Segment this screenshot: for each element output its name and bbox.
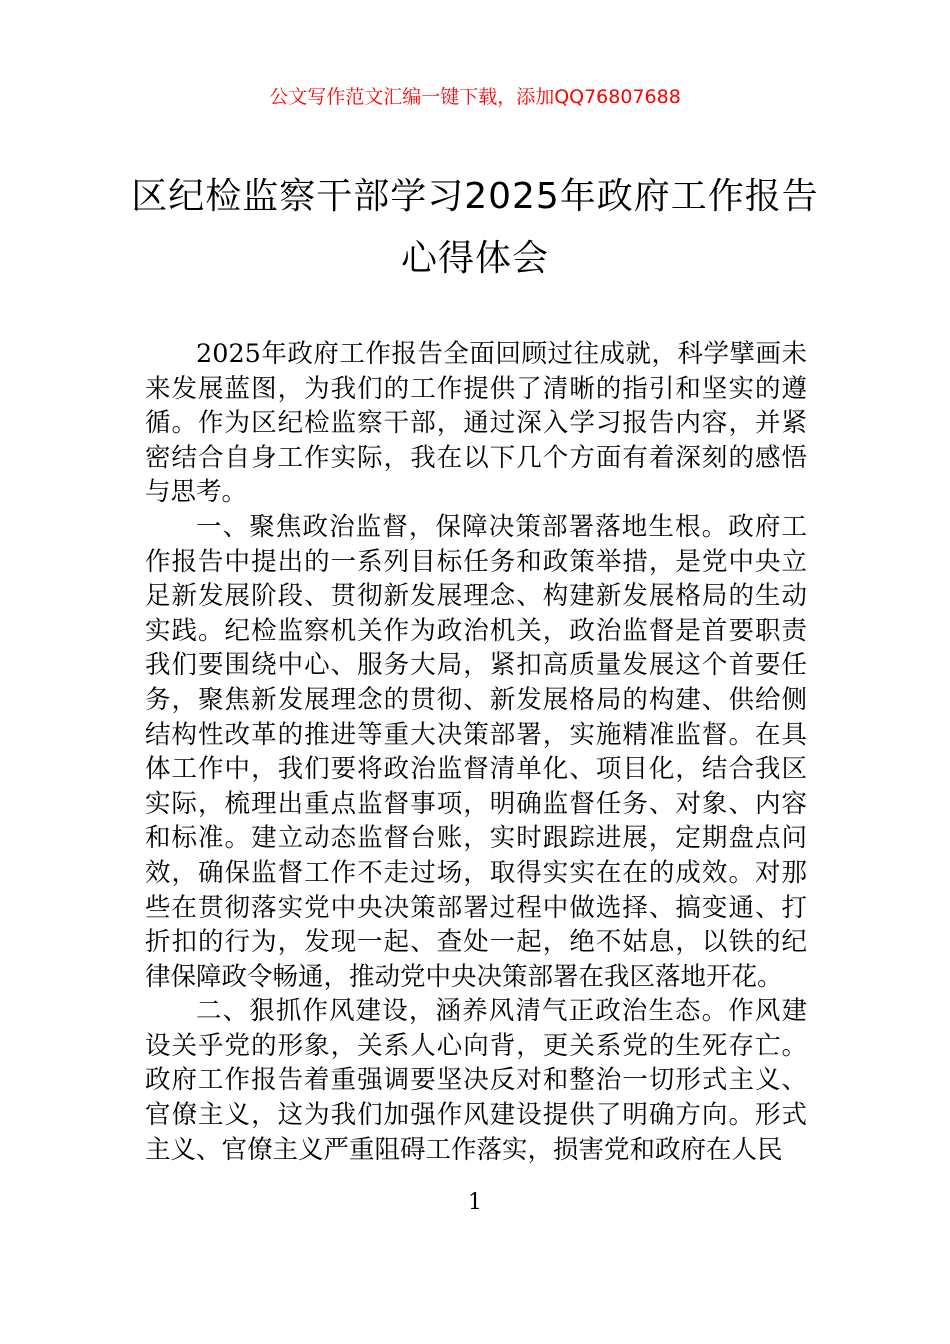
paragraph-section-1: 一、聚焦政治监督，保障决策部署落地生根。政府工作报告中提出的一系列目标任务和政策举措，是党中央立足新发展阶段、贯彻新发展理念、构建新发展格局的生动实践。纪检监察机关作为政治机关，政治监督是首要职责我们要围绕中心、服务大局，紧扣高质量发展这个首要任务，聚焦新发展理念的贯彻、新发展格局的构建、供给侧结构性改革的推进等重大决策部署，实施精准监督。在具体工作中，我们要将政治监督清单化、项目化，结合我区实际，梳理出重点监督事项，明确监督任务、对象、内容和标准。建立动态监督台账，实时跟踪进展，定期盘点问效，确保监督工作不走过场，取得实实在在的成效。对那些在贯彻落实党中央决策部署过程中做选择、搞变通、打折扣的行为，发现一起、查处一起，绝不姑息，以铁的纪律保障政令畅通，推动党中央决策部署在我区落地开花。 — [145, 511, 807, 992]
document-title — [100, 166, 850, 290]
page-number: 1 — [468, 1190, 482, 1215]
title-line-1: 区纪检监察干部学习2025年政府工作报告 — [131, 176, 819, 217]
title-line-2: 心得体会 — [400, 238, 549, 279]
document-body — [145, 337, 807, 1167]
paragraph-section-2: 二、狠抓作风建设，涵养风清气正政治生态。作风建设关乎党的形象，关系人心向背，更关系党的生死存亡。政府工作报告着重强调要坚决反对和整治一切形式主义、官僚主义，这为我们加强作风建设提供了明确方向。形式主义、官僚主义严重阻碍工作落实，损害党和政府在人民 — [145, 996, 807, 1165]
paragraph-intro: 2025年政府工作报告全面回顾过往成就，科学擘画未来发展蓝图，为我们的工作提供了清晰的指引和坚实的遵循。作为区纪检监察干部，通过深入学习报告内容，并紧密结合自身工作实际，我在以下几个方面有着深刻的感悟与思考。 — [145, 339, 807, 508]
download-banner: 公文写作范文汇编一键下载，添加QQ76807688 — [269, 86, 681, 108]
